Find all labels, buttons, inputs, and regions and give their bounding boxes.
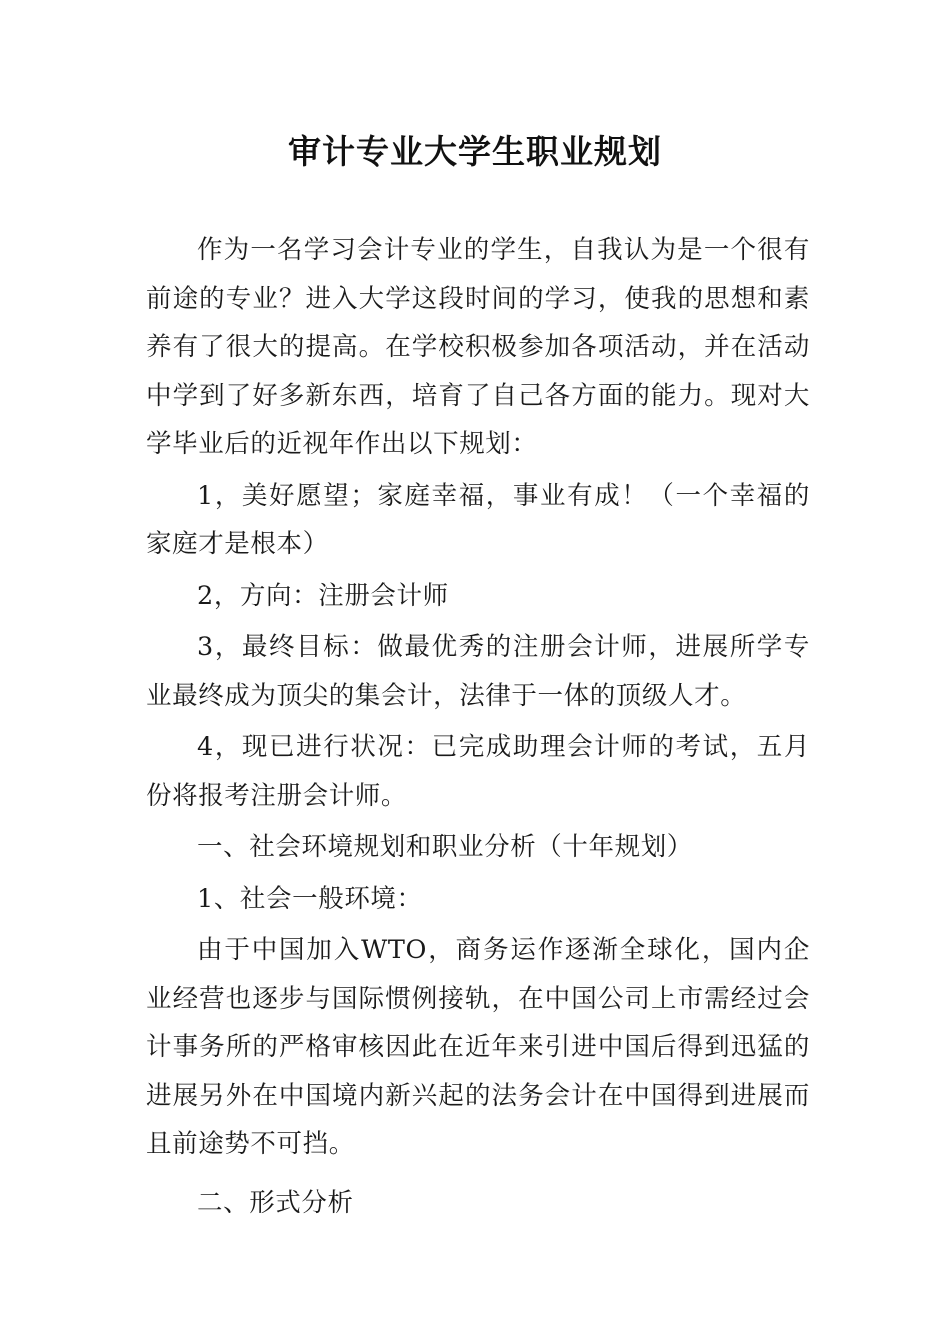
paragraph-environment: 由于中国加入WTO，商务运作逐渐全球化，国内企业经营也逐步与国际惯例接轨，在中国公司上市需经过会计事务所的严格审核因此在近年来引进中国后得到迅猛的进展另外在中国境内新兴起的法务会计在中国得到进展而且前途势不可挡。 [146,935,810,1159]
paragraph-wish: 1，美好愿望；家庭幸福，事业有成！（一个幸福的家庭才是根本） [146,480,810,559]
subsection-heading: 1、社会一般环境： [197,883,423,914]
paragraph-status: 4，现已进行状况：已完成助理会计师的考试，五月份将报考注册会计师。 [146,732,810,811]
section-heading-one: 一、社会环境规划和职业分析（十年规划） [197,832,693,862]
document-title: 审计专业大学生职业规划 [288,132,662,171]
paragraph-intro: 作为一名学习会计专业的学生，自我认为是一个很有前途的专业？进入大学这段时间的学习，使我的思想和素养有了很大的提高。在学校积极参加各项活动，并在活动中学到了好多新东西，培育了自己各方面的能力。现对大学毕业后的近视年作出以下规划： [146,235,810,459]
document-body [146,226,810,1230]
paragraph-goal: 3，最终目标：做最优秀的注册会计师，进展所学专业最终成为顶尖的集会计，法律于一体的顶级人才。 [146,632,810,711]
paragraph-direction: 2，方向：注册会计师 [197,580,449,611]
section-heading-two: 二、形式分析 [197,1187,354,1218]
